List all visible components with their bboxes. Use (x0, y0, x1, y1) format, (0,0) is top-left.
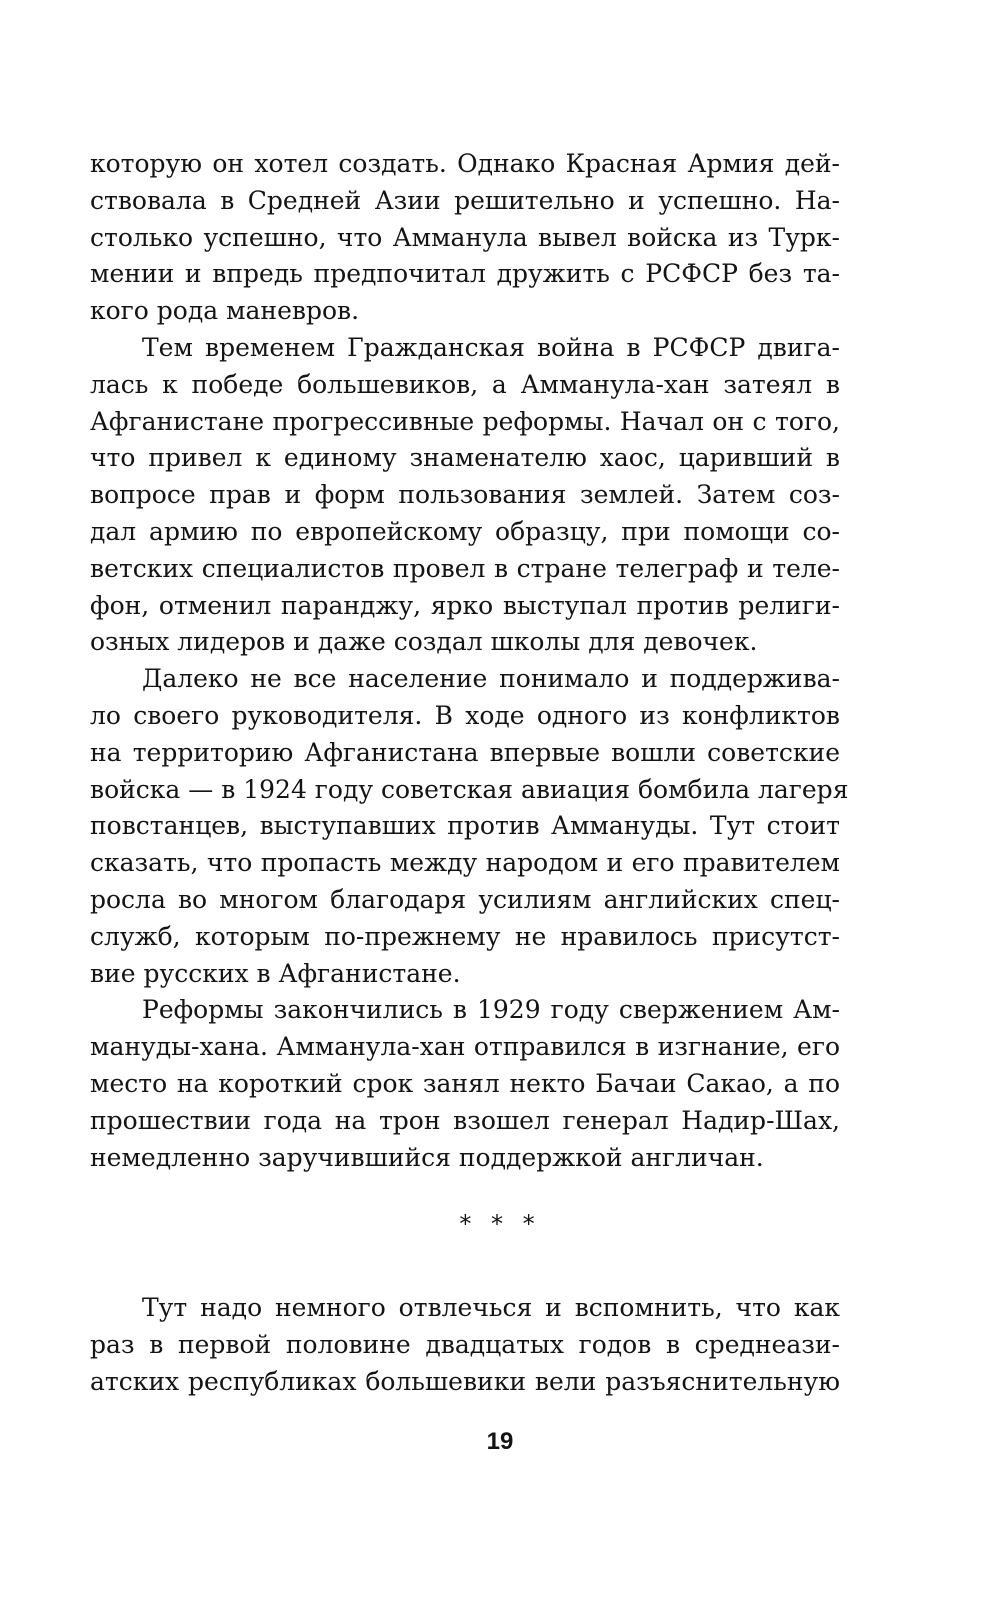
text-line: фон, отменил паранджу, ярко выступал против религи- (90, 590, 840, 620)
text-line: вопросе прав и форм пользования землей. Затем соз- (90, 480, 840, 510)
text-line: повстанцев, выступавших против Аммануды. Тут стоит (90, 811, 840, 841)
text-line: атских республиках большевики вели разъяснительную (90, 1366, 840, 1396)
text-line: мении и впредь предпочитал дружить с РСФСР без та- (90, 259, 840, 289)
text-line: озных лидеров и даже создал школы для девочек. (90, 627, 758, 657)
text-line: что привел к единому знаменателю хаос, царивший в (90, 443, 840, 473)
main-text (90, 146, 849, 1176)
text-line: ло своего руководителя. В ходе одного из конфликтов (90, 700, 840, 730)
text-line: мануды-хана. Амманула-хан отправился в изгнание, его (90, 1032, 840, 1062)
text-line: сказать, что пропасть между народом и его правителем (90, 848, 840, 878)
text-line: на территорию Афганистана впервые вошли советские (90, 737, 840, 767)
text-line: Тут надо немного отвлечься и вспомнить, что как (142, 1293, 840, 1322)
text-line: Далеко не все население понимало и поддержива- (142, 664, 840, 694)
text-line: прошествии года на трон взошел генерал Надир-Шах, (90, 1105, 840, 1135)
text-line: Реформы закончились в 1929 году свержением Ам- (142, 995, 840, 1025)
text-line: немедленно заручившийся поддержкой англичан. (90, 1142, 764, 1172)
text-line: ветских специалистов провел в стране телеграф и теле- (90, 553, 840, 583)
text-line: столько успешно, что Амманула вывел войска из Турк- (90, 222, 840, 252)
text-line: войска — в 1924 году советская авиация бомбила лагеря (90, 774, 849, 804)
text-line: Афганистане прогрессивные реформы. Начал он с того, (90, 406, 840, 436)
page-number: 19 (486, 1428, 514, 1455)
text-line: раз в первой половине двадцатых годов в среднеази- (90, 1329, 840, 1359)
text-line: служб, которым по-прежнему не нравилось присутст- (90, 921, 840, 951)
text-line: ствовала в Средней Азии решительно и успешно. На- (90, 185, 840, 215)
text-line: лась к победе большевиков, а Амманула-хан затеял в (90, 369, 840, 399)
text-line: которую он хотел создать. Однако Красная Армия дей- (90, 149, 840, 178)
section-separator: * * * (459, 1210, 541, 1238)
text-line: место на короткий срок занял некто Бачаи Сакао, а по (90, 1068, 840, 1098)
continued-text (90, 1290, 840, 1400)
text-line: кого рода маневров. (90, 296, 360, 326)
text-line: Тем временем Гражданская война в РСФСР двига- (142, 332, 840, 362)
text-line: росла во многом благодаря усилиям английских спец- (90, 884, 840, 914)
text-line: вие русских в Афганистане. (90, 958, 461, 988)
text-line: дал армию по европейскому образцу, при помощи со- (90, 516, 840, 546)
